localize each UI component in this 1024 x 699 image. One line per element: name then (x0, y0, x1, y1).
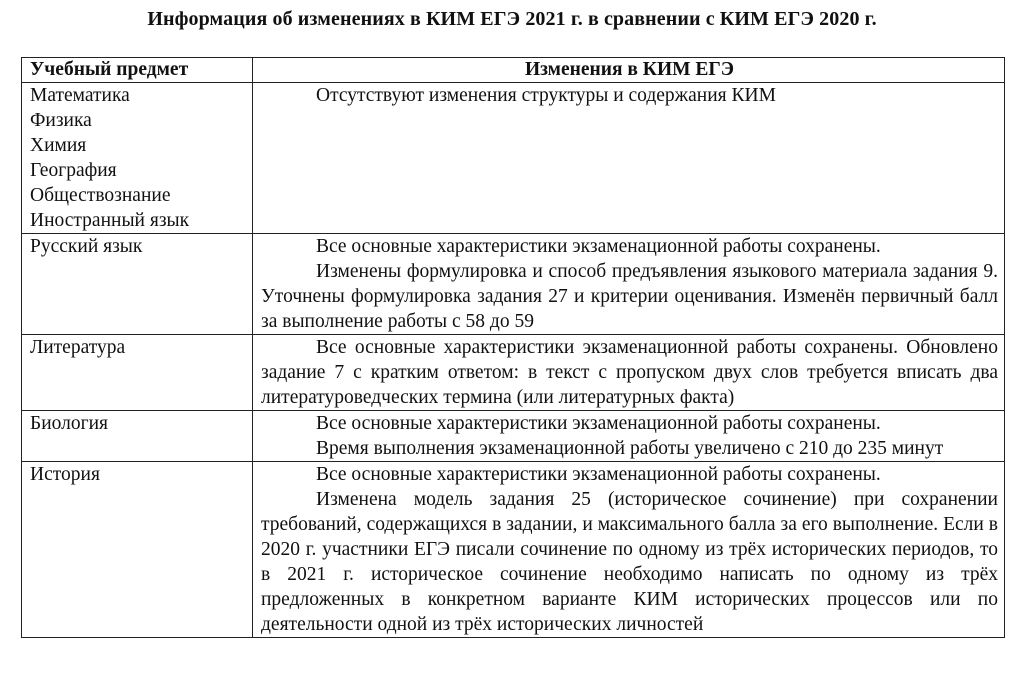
subject-name: Иностранный язык (30, 210, 190, 231)
change-paragraph: Все основные характеристики экзаменационной работы сохранены. (316, 413, 881, 434)
change-paragraph: Изменена модель задания 25 (историческое сочинение) при сохранении требований, содержащихся в задании, и максимального балла за его выполнение. Если в 2020 г. участники ЕГЭ писали сочинение по одному из трёх исторических периодов, то в 2021 г. историческое сочинение необходимо написать по одному из трёх предложенных в конкретном варианте КИМ исторических процессов или по деятельности одной из трёх исторических личностей (261, 489, 998, 635)
table-row (22, 335, 1005, 411)
table-row (22, 462, 1005, 638)
subject-name: История (30, 464, 100, 485)
changes-cell (253, 462, 1005, 638)
subject-cell (22, 335, 253, 411)
table-row (22, 234, 1005, 335)
subject-cell (22, 462, 253, 638)
changes-cell (253, 234, 1005, 335)
column-header-changes: Изменения в КИМ ЕГЭ (253, 58, 1005, 83)
change-paragraph: Все основные характеристики экзаменационной работы сохранены. (316, 236, 881, 257)
subject-cell (22, 83, 253, 234)
subject-name: Биология (30, 413, 109, 434)
subject-name: Математика (30, 85, 130, 106)
subject-name: Физика (30, 110, 92, 131)
subject-name: Литература (30, 337, 126, 358)
subject-cell (22, 234, 253, 335)
changes-cell (253, 411, 1005, 462)
subject-name: География (30, 160, 117, 181)
subject-name: Русский язык (30, 236, 143, 257)
change-paragraph: Все основные характеристики экзаменационной работы сохранены. (316, 464, 881, 485)
table-header-row (22, 58, 1005, 83)
change-paragraph: Время выполнения экзаменационной работы увеличено с 210 до 235 минут (316, 438, 944, 459)
changes-table (21, 57, 1005, 638)
change-paragraph: Все основные характеристики экзаменационной работы сохранены. Обновлено задание 7 с кратким ответом: в текст с пропуском двух слов требуется вписать два литературоведческих термина (или литературных факта) (261, 337, 998, 408)
table-row (22, 83, 1005, 234)
page-title: Информация об изменениях в КИМ ЕГЭ 2021 г. в сравнении с КИМ ЕГЭ 2020 г. (147, 8, 877, 30)
table-row (22, 411, 1005, 462)
subject-name: Обществознание (30, 185, 171, 206)
column-header-subject: Учебный предмет (22, 58, 253, 83)
changes-cell (253, 335, 1005, 411)
change-paragraph: Изменены формулировка и способ предъявления языкового материала задания 9. Уточнены формулировка задания 27 и критерии оценивания. Изменён первичный балл за выполнение работы с 58 до 59 (261, 261, 998, 332)
changes-cell (253, 83, 1005, 234)
subject-name: Химия (30, 135, 87, 156)
subject-cell (22, 411, 253, 462)
change-paragraph: Отсутствуют изменения структуры и содержания КИМ (316, 85, 776, 106)
